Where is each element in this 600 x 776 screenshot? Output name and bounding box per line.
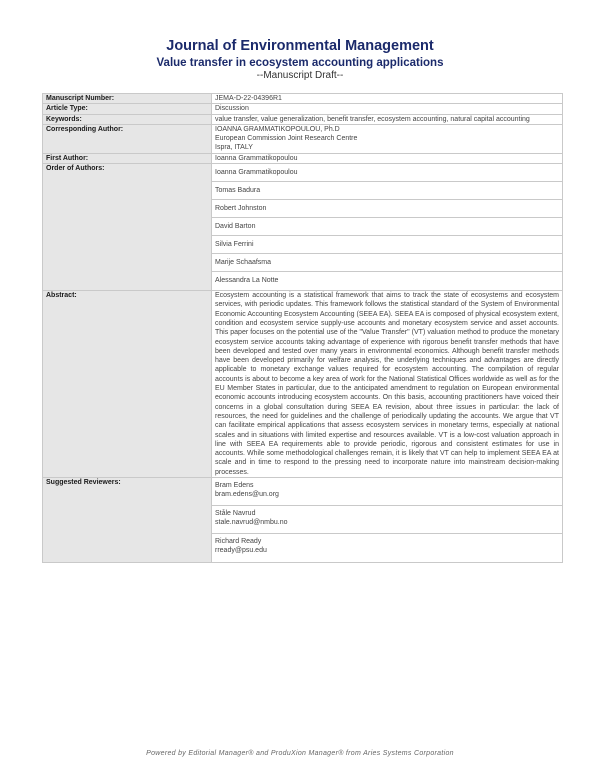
field-label: Manuscript Number: xyxy=(43,94,212,104)
author-item: Marije Schaafsma xyxy=(212,254,562,272)
corresponding-author-institution: European Commission Joint Research Centre xyxy=(215,135,358,143)
draft-label: --Manuscript Draft-- xyxy=(256,70,344,81)
manuscript-details-table xyxy=(42,93,563,563)
author-item: Alessandra La Notte xyxy=(215,277,279,285)
authors-list xyxy=(212,164,563,291)
author-item: Tomas Badura xyxy=(212,182,562,200)
field-label: Keywords: xyxy=(43,114,212,124)
first-author-value: Ioanna Grammatikopoulou xyxy=(212,153,563,163)
field-label: Suggested Reviewers: xyxy=(43,478,212,563)
author-item: Ioanna Grammatikopoulou xyxy=(212,164,562,182)
field-label: First Author: xyxy=(43,153,212,163)
row-keywords xyxy=(43,114,563,124)
reviewer-email: bram.edens@un.org xyxy=(215,491,279,499)
article-type-value: Discussion xyxy=(212,104,563,114)
manuscript-title: Value transfer in ecosystem accounting applications xyxy=(156,57,444,69)
abstract-text: Ecosystem accounting is a statistical framework that aims to track the state of ecosystems and ecosystem services, with periodic updates. This framework follows the statistical standard of the System of Environmental Economic Accounting Ecosystem Accounting (SEEA EA). SEEA EA is composed of physical ecosystem extent, condition and ecosystem service supply-use accounts and monetary ecosystem service and asset accounts. This paper focuses on the potential use of the "Value Transfer" (VT) valuation method to produce the monetary ecosystem service accounts taking advantage of experience with rigorous benefit transfer methods that have been developed and tested over many years in environmental economics. Although benefit transfer methods have been developed primarily for welfare analysis, the underlying techniques and advantages are directly applicable to monetary exchange values required for ecosystem accounting. The compilation of regular accounts is about to become a key area of work for the National Statistical Offices worldwide as well as for the EU Member States in particular, due to the anticipated amendment to regulation on European environmental economic accounts introducing ecosystem accounts. On this basis, accounting practitioners have voiced their concerns in a global consultation during SEEA EA revision, about three issues in particular: the lack of resources, the need for guidelines and the challenge of periodically updating the accounts. We argue that VT can facilitate empirical applications that assess ecosystem services in monetary terms, especially at national scales and in situations with limited expertise and resources available. VT is a low-cost valuation approach in line with SEEA EA requirements able to provide periodic, rigorous and consistent estimates for use in accounts. While some methodological challenges remain, it is likely that VT can help to implement SEEA EA at scale and in time to respond to the pressing need to incorporate nature into mainstream decision-making processes. xyxy=(212,291,563,478)
reviewer-item xyxy=(212,478,562,506)
author-item: David Barton xyxy=(212,218,562,236)
corresponding-author-name: IOANNA GRAMMATIKOPOULOU, Ph.D xyxy=(215,125,340,133)
row-first-author xyxy=(43,153,563,163)
field-label: Order of Authors: xyxy=(43,164,212,291)
author-item: Robert Johnston xyxy=(212,200,562,218)
manuscript-number-value: JEMA-D-22-04396R1 xyxy=(212,94,563,104)
reviewer-name: Bram Edens xyxy=(215,482,254,490)
field-label: Corresponding Author: xyxy=(43,124,212,153)
journal-title: Journal of Environmental Management xyxy=(166,38,434,54)
field-label: Abstract: xyxy=(43,291,212,478)
reviewer-email: stale.navrud@nmbu.no xyxy=(215,519,288,527)
row-abstract xyxy=(43,291,563,478)
footer-credit: Powered by Editorial Manager® and ProduXion Manager® from Aries Systems Corporation xyxy=(146,750,454,757)
row-suggested-reviewers xyxy=(43,478,563,563)
document-header xyxy=(0,38,600,82)
row-article-type xyxy=(43,104,563,114)
reviewer-name: Richard Ready xyxy=(215,538,262,546)
reviewer-item xyxy=(212,506,562,534)
row-corresponding-author xyxy=(43,124,563,153)
field-label: Article Type: xyxy=(43,104,212,114)
reviewers-list xyxy=(212,478,563,563)
keywords-value: value transfer, value generalization, benefit transfer, ecosystem accounting, natural capital accounting xyxy=(212,114,563,124)
reviewer-item xyxy=(212,534,562,562)
author-item: Silvia Ferrini xyxy=(212,236,562,254)
reviewer-name: Ståle Navrud xyxy=(215,510,256,518)
row-order-of-authors xyxy=(43,164,563,291)
corresponding-author-location: Ispra, ITALY xyxy=(215,144,253,152)
row-manuscript-number xyxy=(43,94,563,104)
corresponding-author-value xyxy=(212,124,563,153)
reviewer-email: rready@psu.edu xyxy=(215,547,267,555)
